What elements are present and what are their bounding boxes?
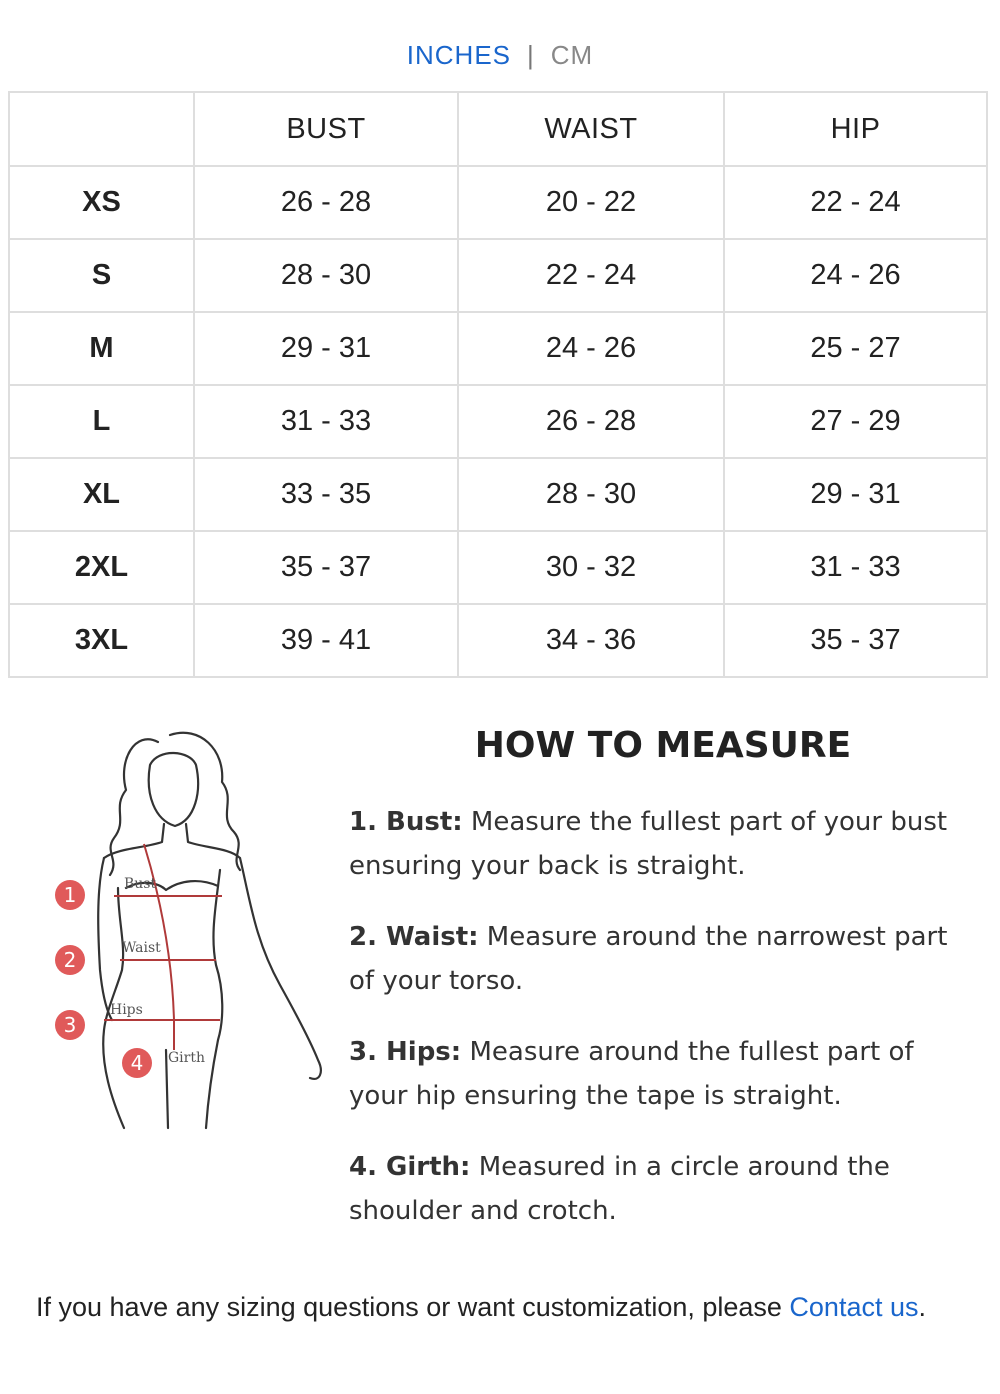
bust-cell: 29 - 31 bbox=[194, 312, 458, 385]
marker-4-label: 4 bbox=[130, 1051, 144, 1075]
table-row bbox=[9, 531, 987, 604]
contact-us-link[interactable]: Contact us bbox=[789, 1292, 919, 1322]
header-bust: BUST bbox=[194, 92, 458, 166]
size-cell: XS bbox=[9, 166, 194, 239]
step-girth bbox=[349, 1145, 979, 1233]
marker-3-label: 3 bbox=[63, 1013, 77, 1037]
table-row bbox=[9, 166, 987, 239]
hip-cell: 31 - 33 bbox=[724, 531, 987, 604]
marker-1-label: 1 bbox=[63, 883, 77, 907]
table-row bbox=[9, 239, 987, 312]
hip-cell: 29 - 31 bbox=[724, 458, 987, 531]
step-girth-label: 4. Girth: bbox=[349, 1152, 471, 1182]
label-hips: Hips bbox=[110, 1002, 143, 1018]
size-cell: 2XL bbox=[9, 531, 194, 604]
unit-separator: | bbox=[527, 40, 535, 70]
bust-cell: 35 - 37 bbox=[194, 531, 458, 604]
sizing-footer bbox=[36, 1292, 996, 1323]
header-waist: WAIST bbox=[458, 92, 724, 166]
waist-cell: 30 - 32 bbox=[458, 531, 724, 604]
torso-right-outline bbox=[206, 870, 222, 1128]
bust-cell: 31 - 33 bbox=[194, 385, 458, 458]
how-to-measure-title: HOW TO MEASURE bbox=[474, 725, 852, 766]
size-cell: 3XL bbox=[9, 604, 194, 677]
step-waist bbox=[349, 915, 979, 1003]
step-bust-label: 1. Bust: bbox=[349, 807, 463, 837]
table-row bbox=[9, 458, 987, 531]
hip-cell: 35 - 37 bbox=[724, 604, 987, 677]
step-bust bbox=[349, 800, 979, 888]
bust-cell: 26 - 28 bbox=[194, 166, 458, 239]
waist-cell: 20 - 22 bbox=[458, 166, 724, 239]
step-hips-text: Measure around the fullest part of your hip ensuring the tape is straight. bbox=[349, 1037, 914, 1111]
step-hips-label: 3. Hips: bbox=[349, 1037, 462, 1067]
hip-cell: 24 - 26 bbox=[724, 239, 987, 312]
size-cell: L bbox=[9, 385, 194, 458]
inches-toggle[interactable]: INCHES bbox=[406, 40, 512, 70]
measurement-figure-illustration bbox=[40, 720, 340, 1140]
waist-cell: 28 - 30 bbox=[458, 458, 724, 531]
table-row bbox=[9, 312, 987, 385]
footer-text: If you have any sizing questions or want customization, please bbox=[36, 1292, 790, 1322]
table-row bbox=[9, 385, 987, 458]
waist-cell: 34 - 36 bbox=[458, 604, 724, 677]
hair-outline bbox=[110, 739, 158, 875]
bust-cell: 28 - 30 bbox=[194, 239, 458, 312]
marker-2-label: 2 bbox=[63, 948, 77, 972]
step-hips bbox=[349, 1030, 979, 1118]
table-row bbox=[9, 604, 987, 677]
waist-cell: 26 - 28 bbox=[458, 385, 724, 458]
unit-toggle bbox=[0, 40, 1000, 71]
step-bust-text: Measure the fullest part of your bust ensuring your back is straight. bbox=[349, 807, 948, 881]
waist-cell: 22 - 24 bbox=[458, 239, 724, 312]
head-outline bbox=[149, 753, 198, 826]
step-girth-text: Measured in a circle around the shoulder and crotch. bbox=[349, 1152, 890, 1226]
header-hip: HIP bbox=[724, 92, 987, 166]
label-girth: Girth bbox=[168, 1050, 205, 1066]
header-size bbox=[9, 92, 194, 166]
footer-tail: . bbox=[918, 1292, 927, 1322]
hip-cell: 27 - 29 bbox=[724, 385, 987, 458]
right-arm-outline bbox=[240, 858, 321, 1079]
step-waist-text: Measure around the narrowest part of your torso. bbox=[349, 922, 948, 996]
bust-cell: 39 - 41 bbox=[194, 604, 458, 677]
bust-cell: 33 - 35 bbox=[194, 458, 458, 531]
hip-cell: 25 - 27 bbox=[724, 312, 987, 385]
left-arm-outline bbox=[98, 858, 112, 1020]
size-cell: M bbox=[9, 312, 194, 385]
hip-cell: 22 - 24 bbox=[724, 166, 987, 239]
size-chart-table bbox=[8, 91, 988, 678]
label-waist: Waist bbox=[122, 940, 161, 956]
measure-steps bbox=[349, 800, 979, 1260]
size-cell: S bbox=[9, 239, 194, 312]
waist-cell: 24 - 26 bbox=[458, 312, 724, 385]
cm-toggle[interactable]: CM bbox=[550, 40, 594, 70]
table-header-row bbox=[9, 92, 987, 166]
label-bust: Bust bbox=[124, 876, 157, 892]
step-waist-label: 2. Waist: bbox=[349, 922, 479, 952]
size-cell: XL bbox=[9, 458, 194, 531]
